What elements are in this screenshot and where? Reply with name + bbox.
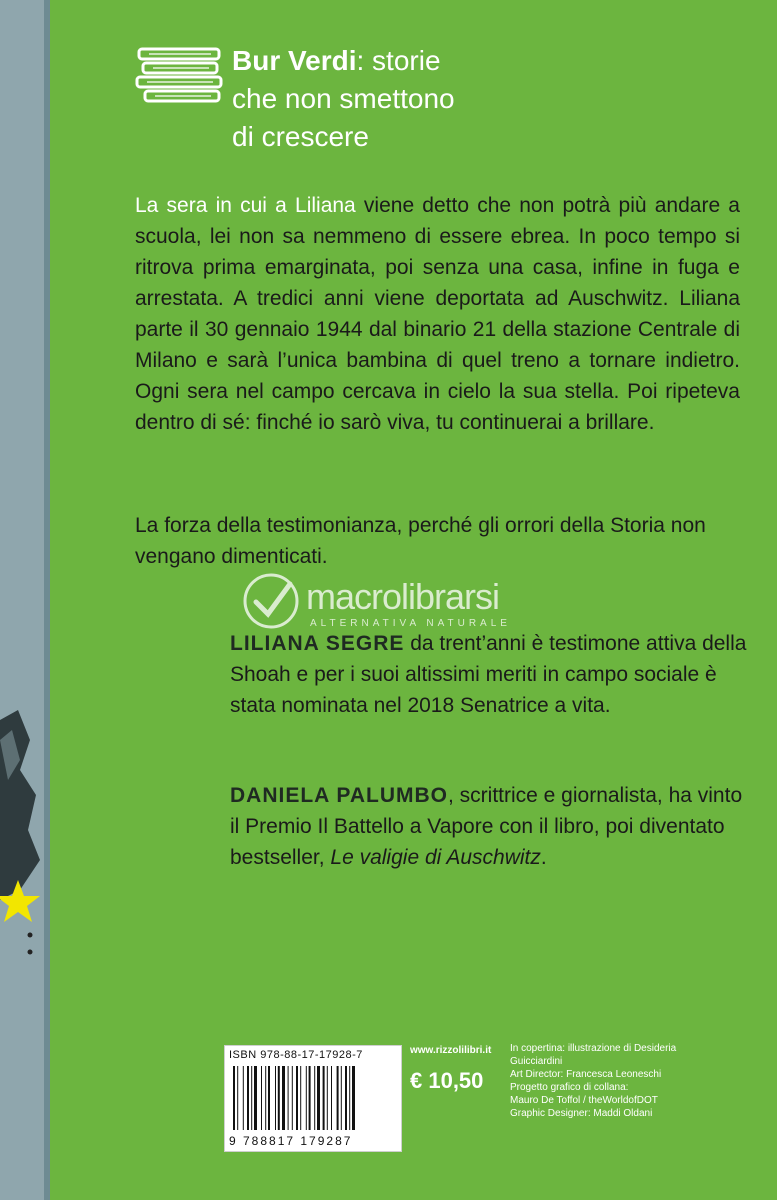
series-name: Bur Verdi — [232, 45, 357, 76]
blurb-tagline: La forza della testimonianza, perché gli orrori della Storia non vengano dimenticati. — [135, 514, 706, 568]
credit-line: Mauro De Toffol / theWorldofDOT — [510, 1095, 658, 1106]
author-bio-text: da trent’anni è testimone attiva della Shoah e per i suoi altissimi meriti in campo sociale è stata nominata nel 2018 Senatrice a vita. — [230, 632, 747, 717]
blurb-paragraph — [135, 190, 740, 438]
leaf-check-icon — [240, 570, 302, 632]
author-bio-text: , scrittrice e giornalista, ha vinto il Premio Il Battello a Vapore con il libro, poi diventato bestseller, — [230, 784, 743, 869]
watermark-name: macrolibrarsi — [306, 576, 500, 617]
author-bio-segre — [230, 628, 750, 721]
stacked-books-icon — [135, 45, 225, 115]
blurb-text: viene detto che non potrà più andare a scuola, lei non sa nemmeno di essere ebrea. In poco tempo si ritrova prima emarginata, poi senza una casa, infine in fuga e arrestata. A tredici anni viene deportata ad Auschwitz. Liliana parte il 30 gennaio 1944 dal binario 21 della stazione Centrale di Milano e sarà l’unica bambina di quel treno a tornare indietro. Ogni sera nel campo cercava in cielo la sua stella. Poi ripeteva dentro di sé: finché io sarò viva, tu continuerai a brillare. — [135, 194, 740, 434]
author-name: DANIELA PALUMBO — [230, 784, 448, 807]
series-title-line-1: : storie — [356, 45, 441, 76]
credit-line: Art Director: Francesca Leoneschi — [510, 1069, 662, 1080]
series-title — [232, 42, 732, 156]
credit-line: Progetto grafico di collana: — [510, 1082, 629, 1093]
price-label: € 10,50 — [410, 1068, 484, 1093]
barcode-number: 9 788817 179287 — [229, 1134, 353, 1148]
author-name: LILIANA SEGRE — [230, 632, 405, 655]
spine-illustration — [0, 700, 50, 960]
bio-end-punctuation: . — [540, 846, 547, 869]
watermark-tagline: ALTERNATIVA NATURALE — [310, 618, 511, 629]
author-bio-palumbo — [230, 780, 750, 873]
credit-line: Graphic Designer: Maddi Oldani — [510, 1108, 653, 1119]
isbn-label: ISBN 978-88-17-17928-7 — [229, 1049, 363, 1061]
series-title-line-3: di crescere — [232, 121, 369, 152]
credit-line: In copertina: illustrazione di Desideria — [510, 1043, 677, 1054]
series-title-line-2: che non smettono — [232, 83, 455, 114]
barcode-box — [224, 1045, 402, 1152]
credits-block — [510, 1042, 750, 1120]
spine-shadow — [44, 0, 50, 1200]
barcode-icon — [231, 1066, 395, 1130]
blurb-highlight: La sera in cui a Liliana — [135, 194, 356, 217]
credit-line: Guicciardini — [510, 1056, 563, 1067]
book-spine — [0, 0, 50, 1200]
publisher-website: www.rizzolilibri.it — [410, 1045, 492, 1056]
book-title-italic: Le valigie di Auschwitz — [330, 846, 541, 869]
